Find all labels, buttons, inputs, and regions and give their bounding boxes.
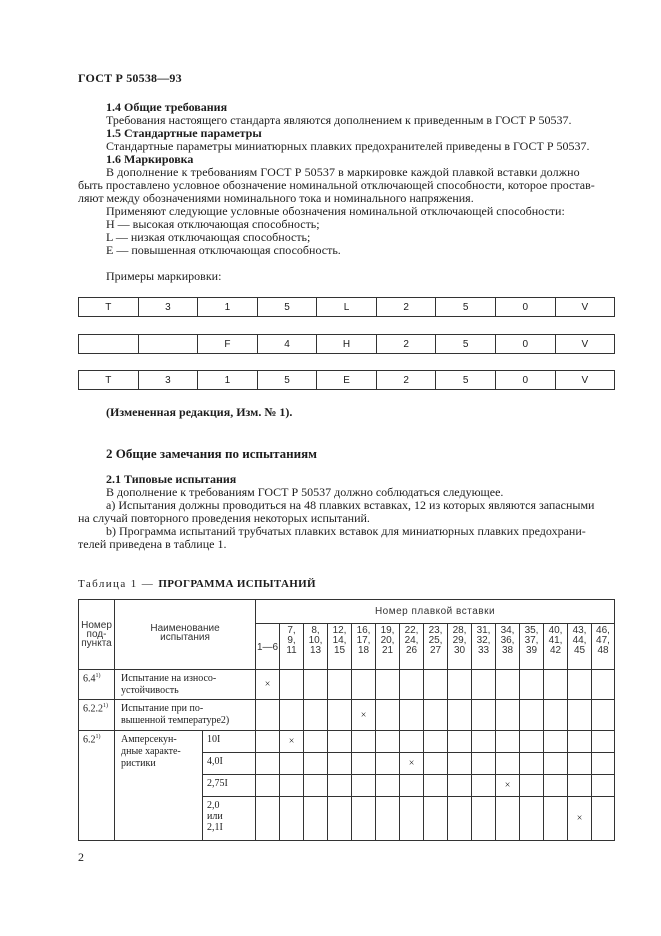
column-header-fuse-links: [592, 624, 615, 670]
mark-cell: [568, 670, 592, 700]
header-text: Номер: [81, 620, 112, 631]
page-number: 2: [78, 850, 84, 864]
mark-cell: [520, 753, 544, 775]
test-program-table: [78, 599, 615, 841]
section-1-5-text: Стандартные параметры миниатюрных плавких предохранителей приведены в ГОСТ Р 50537.: [106, 139, 590, 153]
column-header-text: 36,: [500, 635, 515, 646]
mark-cell: [544, 700, 568, 731]
test-name: [115, 670, 256, 700]
mark-cell: [328, 753, 352, 775]
mark-cell: [472, 670, 496, 700]
mark-cell: [376, 731, 400, 753]
current-multiple: [203, 797, 256, 841]
mark-cell: [400, 670, 424, 700]
column-header-fuse-links: [448, 624, 472, 670]
marking-cell: 0: [495, 335, 555, 353]
column-header-fuse-links: [496, 624, 520, 670]
mark-cell: [352, 753, 376, 775]
column-header-text: 47,: [596, 635, 610, 646]
mark-cell: [304, 775, 328, 797]
mark-cell: [280, 797, 304, 841]
table-row: [79, 731, 615, 753]
mark-cell: [472, 753, 496, 775]
mark-cell: [328, 700, 352, 731]
mark-cell: [568, 775, 592, 797]
column-header-text: 22,: [404, 625, 419, 636]
mark-cell: [592, 797, 615, 841]
column-header-fuse-links: [544, 624, 568, 670]
mark-cell: ×: [496, 775, 520, 797]
column-header-text: 25,: [428, 635, 443, 646]
marking-cell: 5: [257, 298, 317, 316]
column-header-text: 45: [573, 645, 586, 656]
section-1-6-para2: Применяют следующие условные обозначения номинальной отключающей способности:: [106, 204, 565, 218]
section-1-6-para1-line3: ляют между обозначениями номинального тока и номинального напряжения.: [78, 191, 474, 205]
marking-cell: F: [197, 335, 257, 353]
header-fuse-link-number: Номер плавкой вставки: [256, 600, 615, 624]
mark-cell: [448, 753, 472, 775]
section-1-5-title: 1.5 Стандартные параметры: [106, 126, 262, 140]
column-header-text: 40,: [548, 625, 563, 636]
column-header-text: 32,: [476, 635, 491, 646]
marking-cell: 1: [197, 371, 257, 389]
column-header-text: 42: [549, 645, 562, 656]
mark-cell: [520, 700, 544, 731]
marking-cell: [79, 335, 138, 353]
subclause-number: [79, 670, 115, 700]
column-header-text: 23,: [428, 625, 443, 636]
mark-cell: [424, 731, 448, 753]
section-2-1-text: В дополнение к требованиям ГОСТ Р 50537 должно соблюдаться следующее.: [106, 485, 504, 499]
test-name-text: Амперсекун-: [121, 734, 177, 745]
mark-cell: [376, 797, 400, 841]
section-1-4-text: Требования настоящего стандарта являются дополнением к приведенным в ГОСТ Р 50537.: [106, 113, 572, 127]
section-2-title: 2 Общие замечания по испытаниям: [106, 446, 318, 461]
subclause-number: [79, 700, 115, 731]
mark-cell: [328, 775, 352, 797]
column-header-text: 48: [597, 645, 609, 656]
column-header-text: 17,: [356, 635, 371, 646]
mark-cell: [448, 670, 472, 700]
current-multiple-text: или: [207, 811, 223, 822]
marking-cell: E: [316, 371, 376, 389]
mark-cell: [472, 797, 496, 841]
mark-cell: [424, 775, 448, 797]
mark-cell: [496, 797, 520, 841]
marking-cell: 1: [197, 298, 257, 316]
section-2-1-a-line1: а) Испытания должны проводиться на 48 плавких вставках, 12 из которых являются запасными: [106, 498, 595, 512]
mark-cell: [424, 670, 448, 700]
mark-cell: [448, 731, 472, 753]
marking-cell: 5: [257, 371, 317, 389]
column-header-text: 30: [453, 645, 466, 656]
section-2-1-a-line2: на случай повторного проведения некоторых испытаний.: [78, 511, 370, 525]
table-row: [79, 670, 615, 700]
marking-cell: 2: [376, 371, 436, 389]
column-header-text: 37,: [524, 635, 539, 646]
test-name: [115, 700, 256, 731]
mark-cell: [448, 700, 472, 731]
marking-cell: V: [555, 371, 615, 389]
current-multiple: [203, 753, 256, 775]
mark-cell: [256, 775, 280, 797]
mark-cell: [376, 670, 400, 700]
test-name-text: Испытание при по-: [121, 703, 204, 714]
column-header-text: 19,: [380, 625, 395, 636]
column-header-text: 18: [357, 645, 370, 656]
mark-cell: [280, 753, 304, 775]
column-header-text: 10,: [308, 635, 323, 646]
marking-cell: 0: [495, 298, 555, 316]
table-caption-prefix: Таблица 1 —: [78, 578, 159, 590]
mark-cell: [520, 797, 544, 841]
mark-cell: [304, 670, 328, 700]
test-name: [115, 731, 203, 841]
column-header-text: 39: [525, 645, 538, 656]
test-name-text: Испытание на износо-: [121, 673, 217, 684]
column-header-text: 33: [477, 645, 490, 656]
mark-cell: [256, 753, 280, 775]
column-header-text: 27: [429, 645, 442, 656]
column-header-text: 46,: [596, 625, 610, 636]
column-header-text: 43,: [572, 625, 587, 636]
mark-cell: [304, 797, 328, 841]
document-header: ГОСТ Р 50538—93: [78, 71, 182, 85]
mark-cell: ×: [400, 753, 424, 775]
mark-cell: [328, 731, 352, 753]
mark-cell: [472, 775, 496, 797]
mark-cell: [592, 731, 615, 753]
test-name-text: дные характе-: [121, 746, 181, 757]
mark-cell: ×: [280, 731, 304, 753]
section-2-1-b-line1: b) Программа испытаний трубчатых плавких вставок для миниатюрных плавких предохрани-: [106, 524, 586, 538]
mark-cell: [496, 753, 520, 775]
test-name-text: ристики: [121, 758, 156, 769]
column-header-fuse-links: [376, 624, 400, 670]
column-header-text: 21: [381, 645, 394, 656]
mark-cell: [496, 700, 520, 731]
header-text: Наименование: [150, 623, 220, 634]
mark-cell: [256, 797, 280, 841]
column-header-fuse-links: [568, 624, 592, 670]
column-header-fuse-links: [280, 624, 304, 670]
mark-cell: [448, 797, 472, 841]
mark-cell: [304, 753, 328, 775]
subclause-number-text: 6.4: [83, 673, 96, 685]
header-test-name: [115, 600, 256, 670]
column-header-fuse-links: [352, 624, 376, 670]
column-header-text: 41,: [548, 635, 563, 646]
marking-cell: 5: [435, 335, 495, 353]
marking-cell: V: [555, 298, 615, 316]
current-multiple-text: 4,0I: [207, 756, 223, 767]
header-text: под-: [86, 629, 107, 640]
column-header-fuse-links: [328, 624, 352, 670]
column-header-text: 24,: [404, 635, 419, 646]
mark-cell: [496, 731, 520, 753]
mark-cell: [592, 670, 615, 700]
mark-cell: [328, 797, 352, 841]
mark-cell: [400, 700, 424, 731]
marking-cell: 4: [257, 335, 317, 353]
mark-cell: [256, 700, 280, 731]
subclause-number-text: 6.2.2: [83, 703, 103, 715]
edition-note: (Измененная редакция, Изм. № 1).: [106, 405, 293, 419]
footnote-ref: 1): [103, 703, 108, 709]
footnote-ref: 1): [95, 673, 101, 679]
mark-cell: [568, 700, 592, 731]
mark-cell: [280, 775, 304, 797]
column-header-text: 31,: [476, 625, 491, 636]
mark-cell: [568, 731, 592, 753]
column-header-text: 14,: [332, 635, 347, 646]
column-header-text: 29,: [452, 635, 467, 646]
designation-item-h: Н — высокая отключающая способность;: [106, 217, 320, 231]
mark-cell: [544, 670, 568, 700]
mark-cell: [400, 775, 424, 797]
column-header-fuse-links: [304, 624, 328, 670]
subclause-number-text: 6.2: [83, 734, 96, 746]
column-header-text: 11: [286, 645, 297, 656]
column-header-text: 26: [405, 645, 418, 656]
current-multiple-text: 2,0: [207, 800, 220, 811]
mark-cell: [376, 753, 400, 775]
marking-example-row: [78, 334, 615, 354]
mark-cell: [544, 775, 568, 797]
marking-cell: [138, 335, 198, 353]
mark-cell: [472, 731, 496, 753]
marking-cell: T: [105, 374, 112, 386]
mark-cell: [352, 731, 376, 753]
mark-cell: [544, 797, 568, 841]
mark-cell: [592, 775, 615, 797]
section-1-6-para1-line1: В дополнение к требованиям ГОСТ Р 50537 в маркировке каждой плавкой вставки должно: [106, 165, 580, 179]
footnote-ref: 1): [95, 734, 101, 740]
mark-cell: [568, 753, 592, 775]
mark-cell: [400, 797, 424, 841]
mark-cell: ×: [568, 797, 592, 841]
column-header-text: 12,: [332, 625, 347, 636]
subclause-number: [79, 731, 115, 841]
column-header-text: 28,: [452, 625, 467, 636]
marking-cell: 0: [495, 371, 555, 389]
current-multiple-text: 2,75I: [207, 778, 228, 789]
marking-cell: 5: [435, 371, 495, 389]
column-header-text: 8,: [311, 625, 320, 636]
column-header-text: 34,: [500, 625, 515, 636]
column-header-fuse-links: [424, 624, 448, 670]
mark-cell: [424, 700, 448, 731]
column-header-fuse-links: [472, 624, 496, 670]
column-header-text: 44,: [572, 635, 587, 646]
mark-cell: [592, 700, 615, 731]
current-multiple-text: 10I: [207, 734, 221, 745]
header-subclause-number: [79, 600, 115, 670]
mark-cell: ×: [352, 700, 376, 731]
section-2-1-b-line2: телей приведена в таблице 1.: [78, 537, 227, 551]
table-caption-title: ПРОГРАММА ИСПЫТАНИЙ: [158, 578, 316, 590]
marking-cell: V: [555, 335, 615, 353]
marking-cell: 2: [376, 335, 436, 353]
designation-item-e: Е — повышенная отключающая способность.: [106, 243, 341, 257]
mark-cell: [424, 797, 448, 841]
mark-cell: [352, 775, 376, 797]
mark-cell: [376, 775, 400, 797]
column-header-fuse-links: [256, 624, 280, 670]
mark-cell: [544, 731, 568, 753]
table-caption: [78, 578, 316, 590]
current-multiple: [203, 731, 256, 753]
marking-cell: 3: [138, 371, 198, 389]
mark-cell: [544, 753, 568, 775]
mark-cell: [304, 700, 328, 731]
column-header-text: 9,: [287, 635, 296, 646]
column-header-text: 16,: [356, 625, 371, 636]
marking-example-row: [78, 297, 615, 317]
marking-cell: 5: [435, 298, 495, 316]
marking-cell: L: [316, 298, 376, 316]
mark-cell: [448, 775, 472, 797]
column-header-text: 13: [309, 645, 322, 656]
mark-cell: [328, 670, 352, 700]
mark-cell: [352, 670, 376, 700]
marking-cell: 2: [376, 298, 436, 316]
mark-cell: [280, 670, 304, 700]
mark-cell: [520, 775, 544, 797]
marking-examples-label: Примеры маркировки:: [106, 269, 222, 283]
header-text: испытания: [160, 632, 210, 643]
table-row: [79, 700, 615, 731]
column-header-fuse-links: [520, 624, 544, 670]
mark-cell: [352, 797, 376, 841]
column-header-text: 20,: [380, 635, 395, 646]
mark-cell: [256, 731, 280, 753]
marking-example-row: [78, 370, 615, 390]
marking-cell: T: [105, 301, 112, 313]
section-1-6-para1-line2: быть проставлено условное обозначение номинальной отключающей способности, которое простав-: [78, 178, 595, 192]
mark-cell: [496, 670, 520, 700]
mark-cell: [472, 700, 496, 731]
mark-cell: [400, 731, 424, 753]
mark-cell: [424, 753, 448, 775]
mark-cell: [520, 670, 544, 700]
mark-cell: [592, 753, 615, 775]
marking-cell: H: [316, 335, 376, 353]
header-text: пункта: [81, 638, 112, 649]
designation-item-l: L — низкая отключающая способность;: [106, 230, 311, 244]
column-header-text: 7,: [287, 625, 296, 636]
mark-cell: ×: [256, 670, 280, 700]
test-name-text: вышенной температуре2): [121, 715, 230, 726]
mark-cell: [520, 731, 544, 753]
column-header-text: 38: [501, 645, 514, 656]
column-header-text: 15: [333, 645, 346, 656]
marking-cell: 3: [138, 298, 198, 316]
section-1-4-title: 1.4 Общие требования: [106, 100, 228, 114]
test-name-text: устойчивость: [121, 685, 179, 696]
column-header-fuse-links: [400, 624, 424, 670]
current-multiple-text: 2,1I: [207, 822, 223, 833]
column-header-text: 1—6: [256, 641, 279, 653]
mark-cell: [280, 700, 304, 731]
current-multiple: [203, 775, 256, 797]
mark-cell: [304, 731, 328, 753]
column-header-text: 35,: [524, 625, 539, 636]
mark-cell: [376, 700, 400, 731]
section-2-1-title: 2.1 Типовые испытания: [106, 472, 237, 486]
section-1-6-title: 1.6 Маркировка: [106, 152, 194, 166]
